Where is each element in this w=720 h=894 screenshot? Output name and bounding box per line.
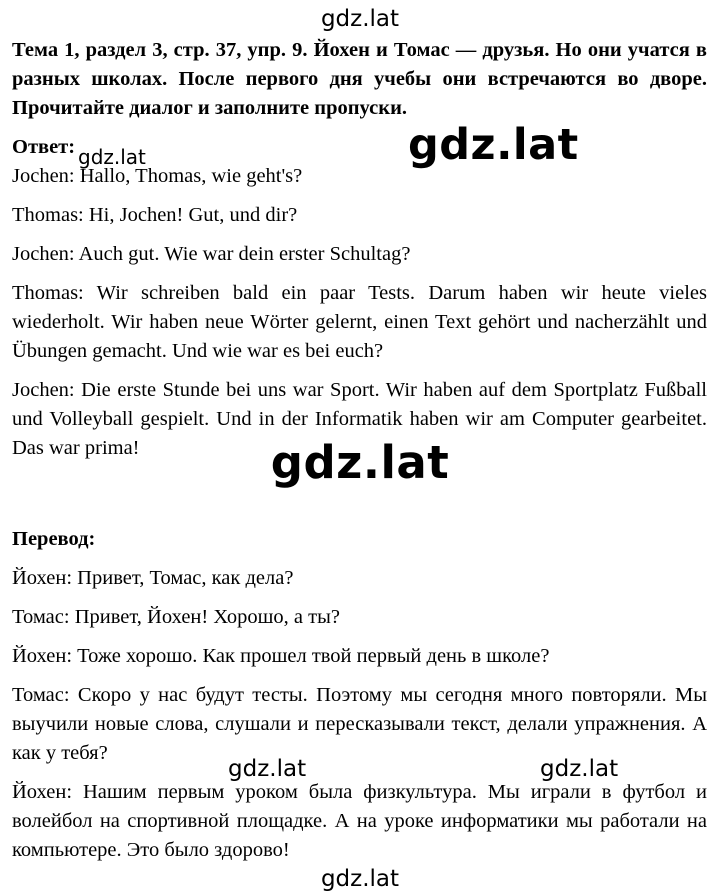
dialogue-ru-line-1: Йохен: Привет, Томас, как дела? (12, 567, 294, 589)
watermark-answer-small: gdz.lat (78, 145, 146, 169)
dialogue-de-line-3: Jochen: Auch gut. Wie war dein erster Schultag? (12, 243, 411, 265)
dialogue-ru-line-5: Йохен: Нашим первым уроком была физкультура. Мы играли в футбол и волейбол на спортивной площадке. А на уроке информатики мы работали на компьютере. Это было здорово! (12, 781, 707, 861)
dialogue-de-line-2: Thomas: Hi, Jochen! Gut, und dir? (12, 204, 298, 226)
dialogue-ru-line-3: Йохен: Тоже хорошо. Как прошел твой первый день в школе? (12, 645, 550, 667)
answer-label: Ответ: (12, 136, 76, 158)
translation-label: Перевод: (12, 528, 96, 550)
dialogue-de-line-1: Jochen: Hallo, Thomas, wie geht's? (12, 165, 303, 187)
dialogue-ru-line-4: Томас: Скоро у нас будут тесты. Поэтому мы сегодня много повторяли. Мы выучили новые слова, слушали и пересказывали текст, делали упражнения. А как у тебя? (12, 684, 707, 764)
watermark-top: gdz.lat (320, 6, 400, 32)
dialogue-ru-line-2: Томас: Привет, Йохен! Хорошо, а ты? (12, 606, 340, 628)
dialogue-de-line-5: Jochen: Die erste Stunde bei uns war Sport. Wir haben auf dem Sportplatz Fußball und Volleyball gespielt. Und in der Informatik haben wir am Computer gearbeitet. Das war prima! (12, 379, 707, 459)
watermark-large-middle: gdz.lat (270, 436, 450, 489)
task-heading: Тема 1, раздел 3, стр. 37, упр. 9. Йохен и Томас — друзья. Но они учатся в разных школах. После первого дня учебы они встречаются во дворе. Прочитайте диалог и заполните пропуски. (12, 39, 707, 119)
watermark-lower-left: gdz.lat (228, 756, 307, 782)
dialogue-de-line-4: Thomas: Wir schreiben bald ein paar Tests. Darum haben wir heute vieles wiederholt. Wir haben neue Wörter gelernt, einen Text gehört und nacherzählt und Übungen gemacht. Und wie war es bei euch? (12, 282, 707, 362)
watermark-large-upper: gdz.lat (408, 120, 579, 170)
watermark-lower-right: gdz.lat (540, 756, 619, 782)
watermark-bottom: gdz.lat (320, 866, 400, 892)
